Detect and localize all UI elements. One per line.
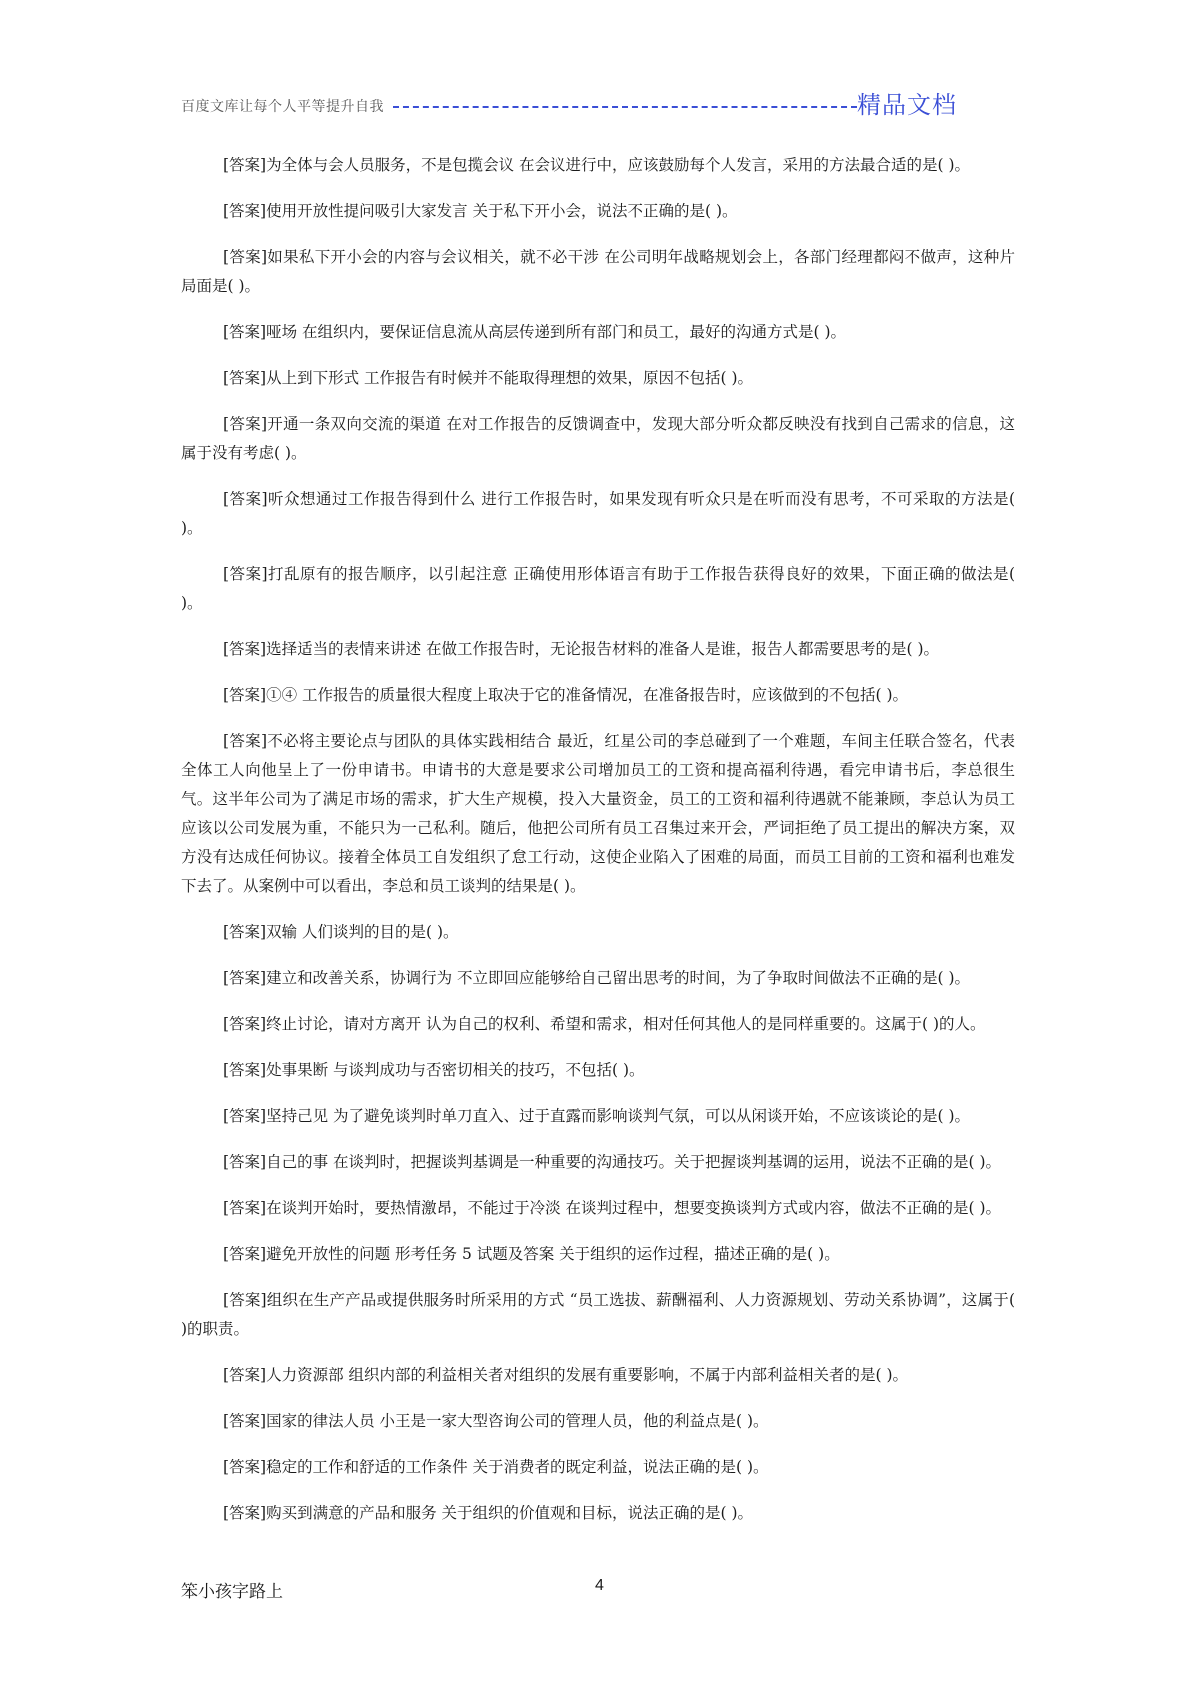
page-number: 4 (595, 1577, 604, 1594)
document-body (181, 151, 1015, 1545)
qa-paragraph: [答案]自己的事 在谈判时，把握谈判基调是一种重要的沟通技巧。关于把握谈判基调的运用，说法不正确的是( )。 (223, 1153, 1002, 1171)
qa-paragraph: [答案]如果私下开小会的内容与会议相关，就不必干涉 在公司明年战略规划会上，各部门经理都闷不做声，这种片局面是( )。 (181, 248, 1015, 295)
qa-paragraph: [答案]双输 人们谈判的目的是( )。 (223, 923, 459, 941)
qa-paragraph: [答案]购买到满意的产品和服务 关于组织的价值观和目标，说法正确的是( )。 (223, 1504, 754, 1522)
qa-paragraph: [答案]打乱原有的报告顺序，以引起注意 正确使用形体语言有助于工作报告获得良好的效果，下面正确的做法是( )。 (181, 565, 1015, 612)
qa-paragraph: [答案]听众想通过工作报告得到什么 进行工作报告时，如果发现有听众只是在听而没有思考，不可采取的方法是( )。 (181, 490, 1015, 537)
qa-paragraph: [答案]不必将主要论点与团队的具体实践相结合 最近，红星公司的李总碰到了一个难题，车间主任联合签名，代表全体工人向他呈上了一份申请书。申请书的大意是要求公司增加员工的工资和提高福利待遇，看完申请书后，李总很生气。这半年公司为了满足市场的需求，扩大生产规模，投入大量资金，员工的工资和福利待遇就不能兼顾，李总认为员工应该以公司发展为重，不能只为一己私利。随后，他把公司所有员工召集过来开会，严词拒绝了员工提出的解决方案，双方没有达成任何协议。接着全体员工自发组织了怠工行动，这使企业陷入了困难的局面，而员工目前的工资和福利也难发下去了。从案例中可以看出，李总和员工谈判的结果是( )。 (181, 732, 1015, 895)
qa-paragraph: [答案]国家的律法人员 小王是一家大型咨询公司的管理人员，他的利益点是( )。 (223, 1412, 769, 1430)
qa-paragraph: [答案]①④ 工作报告的质量很大程度上取决于它的准备情况，在准备报告时，应该做到的不包括( )。 (223, 686, 909, 704)
qa-paragraph: [答案]从上到下形式 工作报告有时候并不能取得理想的效果，原因不包括( )。 (223, 369, 754, 387)
qa-paragraph: [答案]使用开放性提问吸引大家发言 关于私下开小会，说法不正确的是( )。 (223, 202, 738, 220)
qa-paragraph: [答案]避免开放性的问题 形考任务 5 试题及答案 关于组织的运作过程，描述正确的是( )。 (223, 1245, 840, 1263)
qa-paragraph: [答案]为全体与会人员服务，不是包揽会议 在会议进行中，应该鼓励每个人发言，采用的方法最合适的是( )。 (223, 156, 971, 174)
header-left-text: 百度文库让每个人平等提升自我 (181, 99, 384, 115)
qa-paragraph: [答案]在谈判开始时，要热情激昂，不能过于冷淡 在谈判过程中，想要变换谈判方式或内容，做法不正确的是( )。 (223, 1199, 1002, 1217)
qa-paragraph: [答案]人力资源部 组织内部的利益相关者对组织的发展有重要影响，不属于内部利益相关者的是( )。 (223, 1366, 909, 1384)
header-dashed-rule (393, 106, 857, 108)
page-header (181, 88, 961, 122)
qa-paragraph: [答案]坚持己见 为了避免谈判时单刀直入、过于直露而影响谈判气氛，可以从闲谈开始，不应该谈论的是( )。 (223, 1107, 971, 1125)
footer-left-text: 笨小孩字路上 (181, 1582, 283, 1602)
qa-paragraph: [答案]建立和改善关系，协调行为 不立即回应能够给自己留出思考的时间，为了争取时间做法不正确的是( )。 (223, 969, 971, 987)
qa-paragraph: [答案]选择适当的表情来讲述 在做工作报告时，无论报告材料的准备人是谁，报告人都需要思考的是( )。 (223, 640, 940, 658)
qa-paragraph: [答案]稳定的工作和舒适的工作条件 关于消费者的既定利益，说法正确的是( )。 (223, 1458, 769, 1476)
qa-paragraph: [答案]开通一条双向交流的渠道 在对工作报告的反馈调查中，发现大部分听众都反映没有找到自己需求的信息，这属于没有考虑( )。 (181, 415, 1015, 462)
qa-paragraph: [答案]组织在生产产品或提供服务时所采用的方式 “员工选拔、薪酬福利、人力资源规划、劳动关系协调”，这属于( )的职责。 (181, 1291, 1015, 1338)
qa-paragraph: [答案]终止讨论，请对方离开 认为自己的权利、希望和需求，相对任何其他人的是同样重要的。这属于( )的人。 (223, 1015, 986, 1033)
qa-paragraph: [答案]哑场 在组织内，要保证信息流从高层传递到所有部门和员工，最好的沟通方式是( )。 (223, 323, 847, 341)
header-right-text: 精品文档 (857, 91, 957, 119)
qa-paragraph: [答案]处事果断 与谈判成功与否密切相关的技巧，不包括( )。 (223, 1061, 645, 1079)
